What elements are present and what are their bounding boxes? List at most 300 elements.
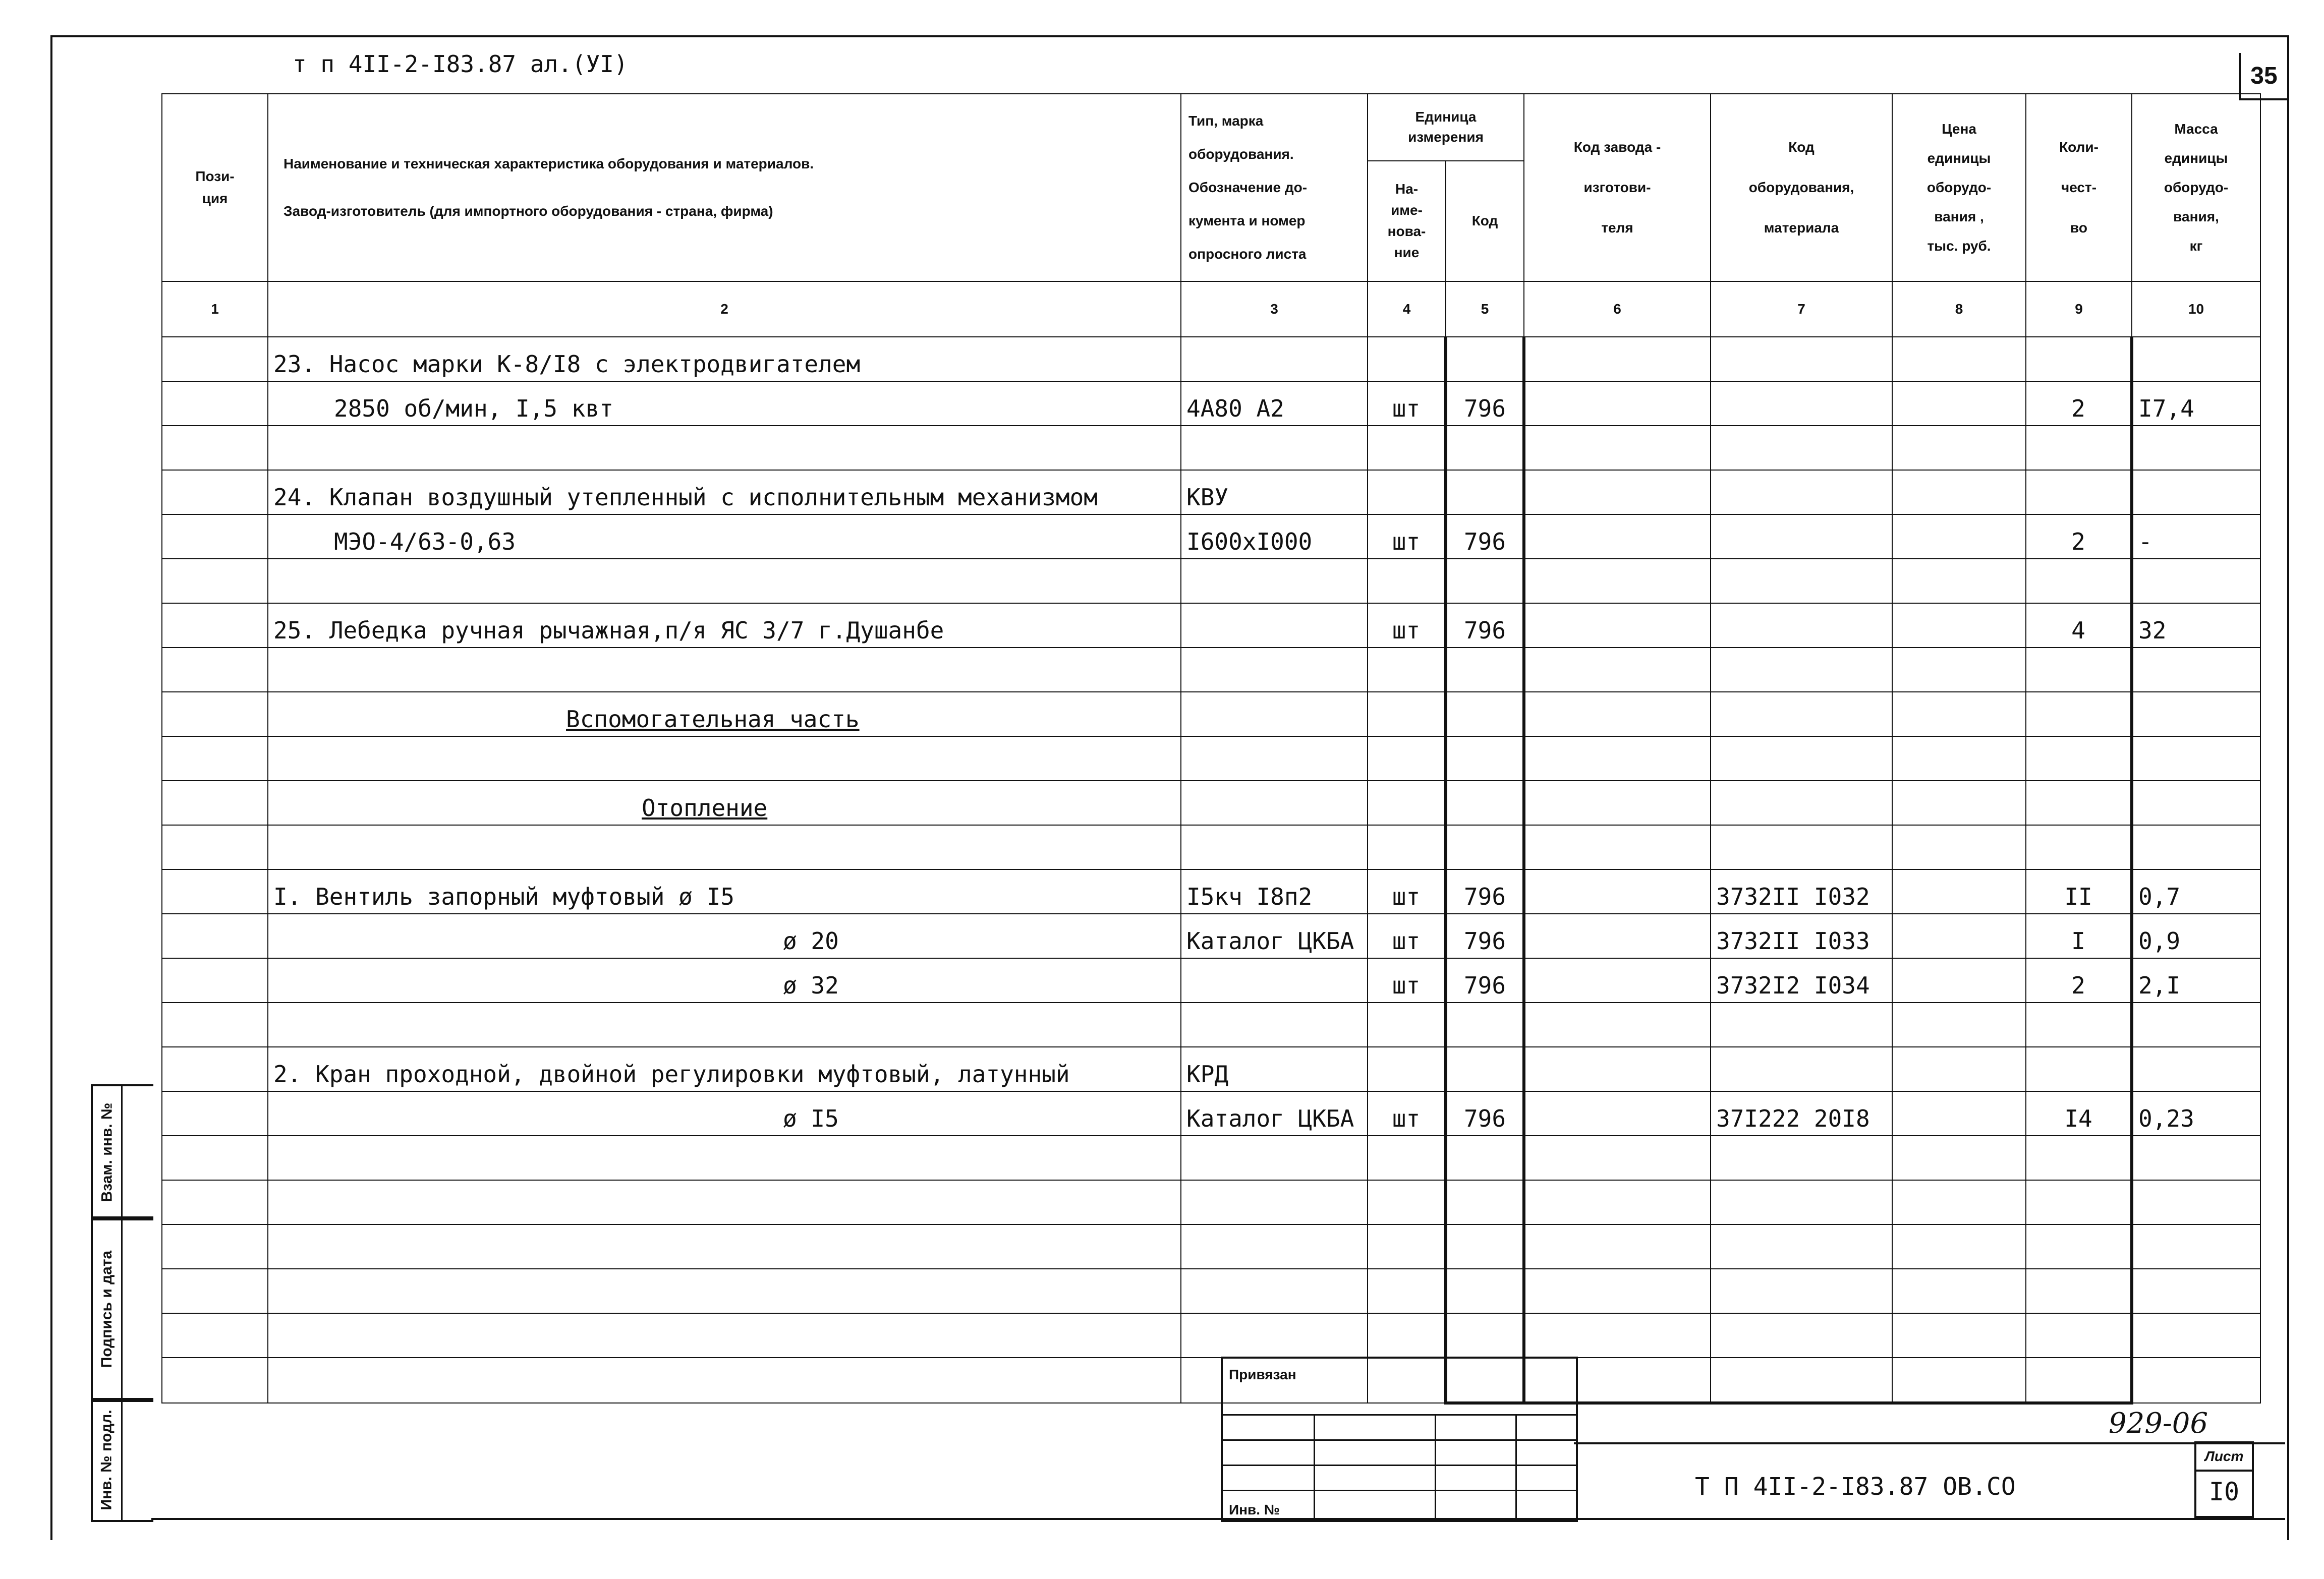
cell-equipment-code [1711, 1269, 1892, 1313]
cell-position [162, 869, 268, 914]
cell-unit [1368, 825, 1446, 869]
cell-mass: 0,9 [2132, 914, 2260, 958]
cell-unit [1368, 1136, 1446, 1180]
cell-factory-code [1524, 1003, 1711, 1047]
cell-mass [2132, 559, 2260, 603]
stamp-line [1223, 1490, 1576, 1491]
cell-name: ø 32 [268, 958, 1181, 1003]
table-row [162, 958, 2260, 1003]
cell-factory-code [1524, 470, 1711, 514]
cell-price [1892, 1003, 2026, 1047]
cell-name: ø 20 [268, 914, 1181, 958]
cell-mass [2132, 781, 2260, 825]
cell-unit-code [1446, 1269, 1524, 1313]
cell-unit-code [1446, 470, 1524, 514]
cell-unit-code [1446, 426, 1524, 470]
table-row [162, 692, 2260, 736]
cell-type [1181, 1003, 1368, 1047]
cell-name [268, 1003, 1181, 1047]
column-number: 5 [1446, 281, 1524, 337]
table-row [162, 514, 2260, 559]
cell-type [1181, 426, 1368, 470]
cell-unit-code: 796 [1446, 1091, 1524, 1136]
side-label: Инв. № подл. [93, 1400, 123, 1520]
cell-unit-code: 796 [1446, 381, 1524, 426]
cell-quantity: 2 [2026, 381, 2132, 426]
cell-name [268, 1269, 1181, 1313]
table-row [162, 1091, 2260, 1136]
cell-equipment-code [1711, 1003, 1892, 1047]
cell-name: ø I5 [268, 1091, 1181, 1136]
cell-position [162, 1358, 268, 1403]
cell-price [1892, 337, 2026, 381]
cell-price [1892, 559, 2026, 603]
cell-factory-code [1524, 869, 1711, 914]
cell-price [1892, 781, 2026, 825]
specification-body [162, 281, 2260, 1403]
cell-mass [2132, 1003, 2260, 1047]
cell-unit-code: 796 [1446, 603, 1524, 648]
table-row [162, 825, 2260, 869]
cell-equipment-code [1711, 1047, 1892, 1091]
stamp-line [1314, 1414, 1315, 1520]
header-equipment-code: Код оборудования, материала [1711, 94, 1892, 281]
cell-unit [1368, 692, 1446, 736]
cell-price [1892, 1313, 2026, 1358]
cell-position [162, 648, 268, 692]
cell-mass: 0,23 [2132, 1091, 2260, 1136]
stamp-line [1223, 1465, 1576, 1466]
cell-factory-code [1524, 514, 1711, 559]
cell-unit [1368, 1047, 1446, 1091]
cell-position [162, 1224, 268, 1269]
cell-factory-code [1524, 1224, 1711, 1269]
column-number: 3 [1181, 281, 1368, 337]
column-number: 9 [2026, 281, 2132, 337]
cell-factory-code [1524, 337, 1711, 381]
cell-price [1892, 648, 2026, 692]
table-row [162, 869, 2260, 914]
cell-unit: шт [1368, 914, 1446, 958]
table-row [162, 1136, 2260, 1180]
cell-factory-code [1524, 1269, 1711, 1313]
cell-type [1181, 1269, 1368, 1313]
cell-type [1181, 958, 1368, 1003]
cell-unit-code [1446, 648, 1524, 692]
header-type: Тип, марка оборудования. Обозначение до- кумента и номер опросного листа [1181, 94, 1368, 281]
cell-equipment-code [1711, 337, 1892, 381]
cell-position [162, 337, 268, 381]
cell-equipment-code [1711, 426, 1892, 470]
column-number: 2 [268, 281, 1181, 337]
column-number: 7 [1711, 281, 1892, 337]
cell-name [268, 692, 1181, 736]
cell-mass [2132, 1136, 2260, 1180]
table-row [162, 470, 2260, 514]
cell-unit [1368, 781, 1446, 825]
table-row [162, 1003, 2260, 1047]
stamp-line [1223, 1439, 1576, 1441]
cell-type [1181, 1180, 1368, 1224]
cell-unit-code [1446, 559, 1524, 603]
cell-factory-code [1524, 1313, 1711, 1358]
stamp-line [1515, 1414, 1517, 1520]
cell-mass [2132, 470, 2260, 514]
cell-quantity [2026, 1313, 2132, 1358]
cell-quantity [2026, 559, 2132, 603]
cell-equipment-code [1711, 470, 1892, 514]
cell-name [268, 1180, 1181, 1224]
page-number: 35 [2239, 53, 2287, 100]
cell-price [1892, 869, 2026, 914]
cell-price [1892, 825, 2026, 869]
cell-unit: шт [1368, 514, 1446, 559]
cell-quantity: 2 [2026, 958, 2132, 1003]
cell-unit-code: 796 [1446, 514, 1524, 559]
cell-quantity: II [2026, 869, 2132, 914]
cell-factory-code [1524, 1136, 1711, 1180]
header-factory-code: Код завода - изготови- теля [1524, 94, 1711, 281]
cell-equipment-code [1711, 825, 1892, 869]
cell-equipment-code [1711, 514, 1892, 559]
column-number: 6 [1524, 281, 1711, 337]
cell-mass: - [2132, 514, 2260, 559]
document-title: т п 4II-2-I83.87 ал.(УI) [293, 50, 628, 78]
cell-type: КВУ [1181, 470, 1368, 514]
table-row [162, 426, 2260, 470]
cell-price [1892, 1091, 2026, 1136]
cell-name [268, 781, 1181, 825]
cell-unit [1368, 470, 1446, 514]
sheet-number: I0 [2194, 1468, 2254, 1518]
cell-equipment-code: 3732II I033 [1711, 914, 1892, 958]
cell-price [1892, 381, 2026, 426]
header-row-1 [162, 94, 2260, 161]
cell-type: I5кч I8п2 [1181, 869, 1368, 914]
cell-position [162, 914, 268, 958]
column-number: 1 [162, 281, 268, 337]
cell-quantity [2026, 1224, 2132, 1269]
cell-mass: 32 [2132, 603, 2260, 648]
cell-unit [1368, 337, 1446, 381]
header-unit: Единица измерения [1368, 94, 1524, 161]
cell-equipment-code [1711, 1313, 1892, 1358]
cell-position [162, 426, 268, 470]
side-replace-inventory [91, 1084, 153, 1220]
cell-unit-code [1446, 781, 1524, 825]
header-unit-code: Код [1446, 161, 1524, 281]
cell-type: I600хI000 [1181, 514, 1368, 559]
header-quantity: Коли- чест- во [2026, 94, 2132, 281]
cell-quantity [2026, 470, 2132, 514]
cell-name: 24. Клапан воздушный утепленный с исполнительным механизмом [268, 470, 1181, 514]
cell-quantity: 2 [2026, 514, 2132, 559]
cell-unit [1368, 736, 1446, 781]
cell-name: 23. Насос марки К-8/I8 с электродвигателем [268, 337, 1181, 381]
cell-name [268, 648, 1181, 692]
cell-name [268, 559, 1181, 603]
cell-equipment-code [1711, 781, 1892, 825]
column-number: 4 [1368, 281, 1446, 337]
cell-mass: 2,I [2132, 958, 2260, 1003]
cell-type [1181, 736, 1368, 781]
cell-quantity [2026, 825, 2132, 869]
cell-mass [2132, 648, 2260, 692]
cell-price [1892, 603, 2026, 648]
title-block-code: Т П 4II-2-I83.87 ОВ.СО [1695, 1473, 2016, 1501]
cell-equipment-code [1711, 1358, 1892, 1403]
cell-factory-code [1524, 692, 1711, 736]
cell-position [162, 781, 268, 825]
cell-equipment-code: 3732I2 I034 [1711, 958, 1892, 1003]
cell-quantity [2026, 1136, 2132, 1180]
cell-mass [2132, 337, 2260, 381]
cell-mass: I7,4 [2132, 381, 2260, 426]
cell-mass: 0,7 [2132, 869, 2260, 914]
cell-equipment-code [1711, 736, 1892, 781]
cell-name [268, 736, 1181, 781]
table-row [162, 1358, 2260, 1403]
table-row [162, 1269, 2260, 1313]
cell-type [1181, 648, 1368, 692]
cell-price [1892, 1358, 2026, 1403]
cell-type [1181, 1136, 1368, 1180]
cell-quantity [2026, 1003, 2132, 1047]
title-block-line [1574, 1442, 2285, 1444]
cell-name: 25. Лебедка ручная рычажная,п/я ЯС 3/7 г.Душанбе [268, 603, 1181, 648]
cell-equipment-code [1711, 603, 1892, 648]
cell-quantity [2026, 1269, 2132, 1313]
side-original-inventory [91, 1398, 153, 1522]
cell-type [1181, 825, 1368, 869]
cell-quantity [2026, 781, 2132, 825]
cell-unit-code [1446, 825, 1524, 869]
cell-quantity: 4 [2026, 603, 2132, 648]
cell-factory-code [1524, 781, 1711, 825]
header-price: Цена единицы оборудо- вания , тыс. руб. [1892, 94, 2026, 281]
table-row [162, 1047, 2260, 1091]
stamp-line [1435, 1414, 1436, 1520]
cell-price [1892, 958, 2026, 1003]
cell-name [268, 1313, 1181, 1358]
cell-unit [1368, 1269, 1446, 1313]
cell-unit-code [1446, 1180, 1524, 1224]
cell-mass [2132, 1224, 2260, 1269]
specification-table [161, 93, 2261, 1405]
cell-factory-code [1524, 426, 1711, 470]
cell-unit: шт [1368, 1091, 1446, 1136]
cell-factory-code [1524, 381, 1711, 426]
cell-factory-code [1524, 1047, 1711, 1091]
header-mass: Масса единицы оборудо- вания, кг [2132, 94, 2260, 281]
cell-name [268, 1358, 1181, 1403]
cell-position [162, 1047, 268, 1091]
table-row [162, 781, 2260, 825]
cell-quantity [2026, 692, 2132, 736]
cell-position [162, 1003, 268, 1047]
cell-unit-code: 796 [1446, 914, 1524, 958]
cell-unit: шт [1368, 869, 1446, 914]
section-heading: Вспомогательная часть [566, 706, 860, 733]
cell-unit: шт [1368, 381, 1446, 426]
cell-unit-code [1446, 1224, 1524, 1269]
cell-factory-code [1524, 1180, 1711, 1224]
cell-mass [2132, 825, 2260, 869]
cell-unit-code [1446, 1003, 1524, 1047]
cell-equipment-code [1711, 1136, 1892, 1180]
cell-price [1892, 514, 2026, 559]
cell-mass [2132, 426, 2260, 470]
table-row [162, 1224, 2260, 1269]
cell-unit-code: 796 [1446, 958, 1524, 1003]
cell-factory-code [1524, 958, 1711, 1003]
cell-unit [1368, 1180, 1446, 1224]
cell-price [1892, 914, 2026, 958]
cell-factory-code [1524, 1091, 1711, 1136]
cell-factory-code [1524, 736, 1711, 781]
table-row [162, 1180, 2260, 1224]
cell-factory-code [1524, 825, 1711, 869]
cell-mass [2132, 1358, 2260, 1403]
cell-position [162, 514, 268, 559]
title-block-line [151, 1518, 2285, 1520]
cell-name [268, 825, 1181, 869]
cell-quantity [2026, 736, 2132, 781]
cell-price [1892, 1269, 2026, 1313]
cell-mass [2132, 1180, 2260, 1224]
column-number: 10 [2132, 281, 2260, 337]
cell-name: МЭО-4/63-0,63 [268, 514, 1181, 559]
attachment-stamp [1221, 1357, 1578, 1522]
header-name-line2: Завод-изготовитель (для импортного оборудования - страна, фирма) [284, 203, 773, 219]
cell-quantity: I [2026, 914, 2132, 958]
cell-type [1181, 781, 1368, 825]
cell-price [1892, 1047, 2026, 1091]
cell-name [268, 426, 1181, 470]
cell-mass [2132, 692, 2260, 736]
cell-unit-code: 796 [1446, 869, 1524, 914]
cell-name: 2. Кран проходной, двойной регулировки муфтовый, латунный [268, 1047, 1181, 1091]
table-row [162, 381, 2260, 426]
cell-type [1181, 1224, 1368, 1269]
cell-position [162, 603, 268, 648]
cell-type [1181, 1313, 1368, 1358]
cell-price [1892, 1180, 2026, 1224]
cell-price [1892, 1224, 2026, 1269]
cell-position [162, 1136, 268, 1180]
stamp-attached-label: Привязан [1229, 1367, 1296, 1382]
stamp-line [1223, 1414, 1576, 1416]
cell-unit-code [1446, 692, 1524, 736]
cell-unit [1368, 1313, 1446, 1358]
cell-position [162, 692, 268, 736]
section-heading: Отопление [642, 794, 768, 822]
cell-unit [1368, 1003, 1446, 1047]
cell-unit [1368, 426, 1446, 470]
header-position: Пози- ция [162, 94, 268, 281]
cell-quantity [2026, 426, 2132, 470]
stamp-inventory-label: Инв. № [1229, 1502, 1280, 1517]
cell-factory-code [1524, 603, 1711, 648]
sheet-label: Лист [2194, 1441, 2254, 1472]
cell-position [162, 1313, 268, 1358]
cell-unit [1368, 1224, 1446, 1269]
cell-position [162, 559, 268, 603]
cell-mass [2132, 1269, 2260, 1313]
column-number: 8 [1892, 281, 2026, 337]
cell-type [1181, 337, 1368, 381]
cell-quantity [2026, 1180, 2132, 1224]
table-row [162, 337, 2260, 381]
cell-equipment-code [1711, 692, 1892, 736]
cell-equipment-code [1711, 1180, 1892, 1224]
cell-equipment-code: 3732II I032 [1711, 869, 1892, 914]
side-signature-date [91, 1216, 153, 1402]
cell-position [162, 958, 268, 1003]
cell-position [162, 1180, 268, 1224]
cell-mass [2132, 1313, 2260, 1358]
side-label: Взам. инв. № [93, 1086, 123, 1218]
cell-unit [1368, 559, 1446, 603]
header-unit-name: На- име- нова- ние [1368, 161, 1446, 281]
cell-name [268, 1224, 1181, 1269]
cell-unit: шт [1368, 958, 1446, 1003]
cell-quantity: I4 [2026, 1091, 2132, 1136]
cell-quantity [2026, 1047, 2132, 1091]
cell-price [1892, 470, 2026, 514]
cell-equipment-code [1711, 648, 1892, 692]
cell-type [1181, 559, 1368, 603]
column-numbers-row [162, 281, 2260, 337]
cell-position [162, 381, 268, 426]
cell-price [1892, 426, 2026, 470]
side-label: Подпись и дата [93, 1218, 123, 1400]
cell-quantity [2026, 337, 2132, 381]
cell-position [162, 825, 268, 869]
cell-type: 4А80 А2 [1181, 381, 1368, 426]
cell-name [268, 1136, 1181, 1180]
cell-price [1892, 736, 2026, 781]
cell-equipment-code [1711, 559, 1892, 603]
handwritten-number: 929-06 [2109, 1407, 2208, 1440]
table-row [162, 559, 2260, 603]
cell-position [162, 470, 268, 514]
cell-unit-code [1446, 1047, 1524, 1091]
cell-mass [2132, 736, 2260, 781]
header-name [268, 94, 1181, 281]
cell-factory-code [1524, 648, 1711, 692]
table-row [162, 648, 2260, 692]
cell-price [1892, 692, 2026, 736]
cell-price [1892, 1136, 2026, 1180]
cell-mass [2132, 1047, 2260, 1091]
table-row [162, 603, 2260, 648]
cell-unit [1368, 648, 1446, 692]
header-name-line1: Наименование и техническая характеристика оборудования и материалов. [284, 156, 814, 171]
cell-name: 2850 об/мин, I,5 квт [268, 381, 1181, 426]
cell-factory-code [1524, 914, 1711, 958]
cell-type [1181, 692, 1368, 736]
table-row [162, 1313, 2260, 1358]
cell-unit-code [1446, 736, 1524, 781]
cell-name: I. Вентиль запорный муфтовый ø I5 [268, 869, 1181, 914]
cell-position [162, 736, 268, 781]
table-row [162, 736, 2260, 781]
cell-unit-code [1446, 337, 1524, 381]
cell-unit-code [1446, 1136, 1524, 1180]
cell-type [1181, 603, 1368, 648]
cell-equipment-code [1711, 381, 1892, 426]
